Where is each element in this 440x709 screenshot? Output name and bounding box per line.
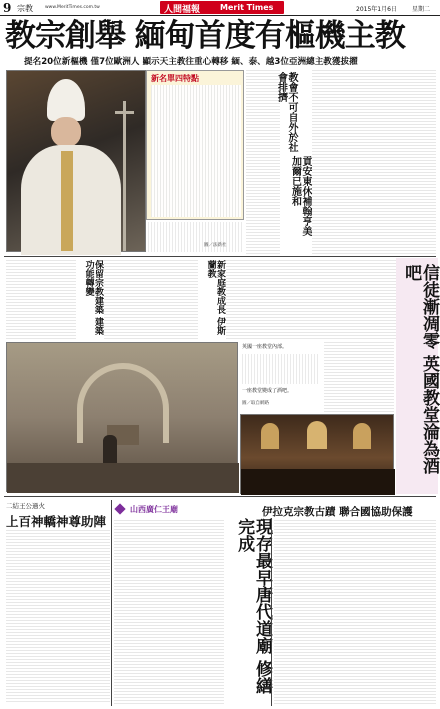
floor-shape (7, 463, 239, 493)
left-headline: 上百神轎神尊助陣 (6, 514, 107, 529)
mid-label-box (114, 502, 196, 516)
window-glow-1 (261, 423, 279, 449)
uk-caption-2: 一座教堂變成了酒吧。 (242, 388, 293, 394)
bar-counter (241, 469, 395, 495)
uk-text-col-b (104, 260, 198, 340)
uk-caption-text (242, 354, 320, 384)
issue-date: 2015年1月6日 (356, 6, 397, 13)
issue-weekday: 星期二 (412, 6, 431, 13)
masthead-cn: 人間福報 (164, 5, 201, 15)
uk-inner-headline-2: 新家庭教成長 伊斯蘭教 (205, 260, 225, 336)
divider-2 (4, 496, 436, 497)
section-name: 宗教 (17, 4, 33, 13)
pope-photo (6, 70, 146, 252)
face-shape (51, 117, 81, 147)
masthead-en: Merit Times (220, 3, 274, 12)
mid-story-text (114, 520, 224, 704)
caption-block (148, 222, 242, 252)
masthead (160, 1, 284, 14)
side-headline-2: 貢安東休補翰亨美加爾已施和 (289, 156, 311, 236)
uk-photo-credit: 圖／取自網路 (242, 401, 269, 406)
crozier-cross (115, 111, 134, 114)
sidebar-box (146, 70, 244, 220)
uk-text-col-d (324, 342, 394, 412)
divider-1 (4, 256, 436, 257)
right-headline: 伊拉克宗教古蹟 聯合國協助保護 (262, 506, 413, 518)
uk-text-col-c (226, 260, 396, 340)
main-headline: 教宗創舉 緬甸首度有樞機主教 (5, 18, 405, 54)
column-rule-2 (271, 518, 272, 706)
sidebar-title: 新名單四特點 (151, 74, 199, 83)
pub-photo (240, 414, 394, 494)
window-glow-3 (353, 423, 371, 449)
main-subhead: 提名20位新樞機 僅7位歐洲人 顯示天主教往重心轉移 緬、泰、越3位亞洲總主教獲拔擢 (24, 57, 358, 67)
sidebar-text (151, 85, 241, 217)
left-kicker: 二結王公過火 (6, 502, 45, 510)
photo-credit: 圖／法新社 (204, 243, 227, 248)
diamond-icon (114, 503, 125, 514)
uk-text-col-a (6, 260, 76, 340)
website: www.MeritTimes.com.tw (45, 5, 100, 10)
uk-text-top (6, 260, 396, 340)
top-bar (0, 0, 440, 16)
uk-headline: 信徒漸凋零 英國教堂淪為酒吧 (401, 264, 439, 474)
main-story-text-b (312, 70, 436, 254)
page-number: 9 (3, 1, 12, 15)
uk-caption-1: 英國一座教堂內部。 (242, 344, 288, 350)
right-story-text (274, 520, 436, 704)
window-glow-2 (307, 421, 327, 449)
church-photo (6, 342, 238, 492)
crozier-shaft (123, 101, 126, 251)
uk-caption-box (240, 342, 322, 412)
stole-shape (61, 151, 73, 251)
column-rule-1 (111, 500, 112, 706)
uk-headline-box (396, 258, 438, 494)
mid-label: 山西廣仁王廟 (130, 505, 178, 514)
left-story-text (6, 530, 110, 704)
mid-headline: 現存最早唐代道廟 修繕完成 (234, 518, 272, 694)
mitre-shape (47, 79, 85, 121)
uk-inner-headline-1: 保留宗教建築 建築功能轉變 (83, 260, 103, 336)
side-headline-1: 教會不可自外於社會排擠 (275, 72, 297, 152)
